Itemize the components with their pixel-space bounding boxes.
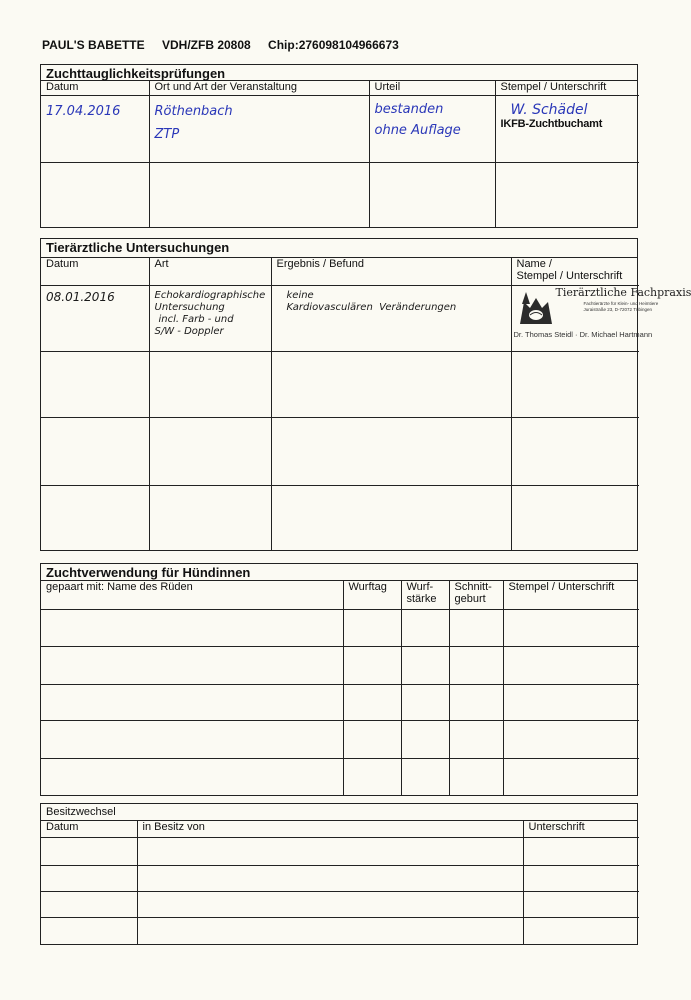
zucht-table <box>41 81 639 227</box>
col-header <box>511 258 639 285</box>
empty-cell[interactable] <box>41 758 343 795</box>
empty-cell[interactable] <box>343 646 401 684</box>
col-header-line1: Schnitt- <box>454 581 492 593</box>
section-title: Tierärztliche Untersuchungen <box>41 239 637 258</box>
empty-cell[interactable] <box>41 917 137 944</box>
empty-cell[interactable] <box>41 865 137 891</box>
table-row <box>41 684 639 720</box>
empty-cell[interactable] <box>149 351 271 417</box>
handwritten-date: 08.01.2016 <box>46 289 115 304</box>
empty-cell[interactable] <box>401 646 449 684</box>
zuchtverwendung-section <box>40 563 638 796</box>
empty-cell[interactable] <box>149 417 271 485</box>
table-row <box>41 865 639 891</box>
col-header: Ort und Art der Veranstaltung <box>149 81 369 95</box>
besitz-table <box>41 821 639 944</box>
empty-cell[interactable] <box>343 720 401 758</box>
empty-cell[interactable] <box>343 684 401 720</box>
col-header: Wurftag <box>343 581 401 609</box>
chip-number: Chip:276098104966673 <box>268 38 399 52</box>
empty-cell[interactable] <box>343 609 401 646</box>
empty-cell[interactable] <box>523 917 639 944</box>
col-header: Urteil <box>369 81 495 95</box>
practice-doctors: Dr. Thomas Steidl · Dr. Michael Hartmann <box>513 329 653 339</box>
empty-cell[interactable] <box>401 720 449 758</box>
empty-cell[interactable] <box>449 720 503 758</box>
col-header: gepaart mit: Name des Rüden <box>41 581 343 609</box>
table-row <box>41 891 639 917</box>
zuchtbuchamt-stamp: IKFB-Zuchtbuchamt <box>500 117 603 130</box>
section-title: Besitzwechsel <box>41 804 637 821</box>
ergebnis-cell[interactable] <box>271 285 511 351</box>
empty-cell[interactable] <box>149 485 271 550</box>
table-row <box>41 162 639 227</box>
handwritten-result: Kardiovasculären Veränderungen <box>286 301 457 313</box>
empty-cell[interactable] <box>523 865 639 891</box>
dog-name: PAUL'S BABETTE <box>42 38 145 52</box>
handwritten-art-line: S/W - Doppler <box>154 325 224 337</box>
tieraerztliche-section <box>40 238 691 551</box>
empty-cell[interactable] <box>449 758 503 795</box>
col-header: Datum <box>41 258 149 285</box>
zuchttauglichkeit-section <box>40 64 638 228</box>
practice-address <box>584 301 659 313</box>
col-header: in Besitz von <box>137 821 523 837</box>
col-header: Datum <box>41 821 137 837</box>
art-cell[interactable] <box>149 285 271 351</box>
empty-cell[interactable] <box>137 865 523 891</box>
col-header-line1: Name / <box>516 258 552 270</box>
table-row <box>41 917 639 944</box>
section-title: Zuchtverwendung für Hündinnen <box>41 564 637 581</box>
empty-cell[interactable] <box>503 758 639 795</box>
empty-cell[interactable] <box>449 684 503 720</box>
empty-cell[interactable] <box>401 758 449 795</box>
empty-cell[interactable] <box>449 609 503 646</box>
vet-table <box>41 258 691 550</box>
col-header-line2: stärke <box>406 593 437 605</box>
handwritten-result: keine <box>286 289 314 301</box>
table-header-row <box>41 81 639 95</box>
col-header: Stempel / Unterschrift <box>503 581 639 609</box>
empty-cell[interactable] <box>523 837 639 865</box>
empty-cell[interactable] <box>137 891 523 917</box>
empty-cell[interactable] <box>503 646 639 684</box>
handwritten-art-line: incl. Farb - und <box>158 313 234 325</box>
empty-cell[interactable] <box>41 162 149 227</box>
empty-cell[interactable] <box>41 351 149 417</box>
datum-cell[interactable] <box>41 285 149 351</box>
table-row <box>41 609 639 646</box>
empty-cell[interactable] <box>523 891 639 917</box>
empty-cell[interactable] <box>149 162 369 227</box>
handwritten-place: Röthenbach <box>154 103 233 119</box>
datum-cell[interactable] <box>41 95 149 162</box>
vet-practice-stamp <box>513 285 691 348</box>
signature: W. Schädel <box>510 101 588 118</box>
col-header <box>449 581 503 609</box>
col-header: Ergebnis / Befund <box>271 258 511 285</box>
cat-dog-logo-icon <box>516 288 556 326</box>
handwritten-event: ZTP <box>154 126 180 142</box>
empty-cell[interactable] <box>41 609 343 646</box>
empty-cell[interactable] <box>41 646 343 684</box>
urteil-cell[interactable] <box>369 95 495 162</box>
practice-street: Juraistraße 23, D-72072 Tübingen <box>583 306 652 312</box>
table-header-row <box>41 821 639 837</box>
empty-cell[interactable] <box>41 720 343 758</box>
table-row <box>41 720 639 758</box>
empty-cell[interactable] <box>495 162 639 227</box>
empty-cell[interactable] <box>511 485 639 550</box>
empty-cell[interactable] <box>41 417 149 485</box>
table-row <box>41 485 639 550</box>
registration-number: VDH/ZFB 20808 <box>161 38 251 52</box>
practice-name: Tierärztliche Fachpraxis <box>555 285 691 299</box>
col-header: Unterschrift <box>523 821 639 837</box>
empty-cell[interactable] <box>401 684 449 720</box>
practice-specialty: Fachtierärzte für Klein- und Heimtiere <box>583 300 659 306</box>
empty-cell[interactable] <box>41 684 343 720</box>
ort-cell[interactable] <box>149 95 369 162</box>
empty-cell[interactable] <box>511 351 639 417</box>
handwritten-result: bestanden <box>374 101 444 117</box>
table-row <box>41 646 639 684</box>
empty-cell[interactable] <box>503 609 639 646</box>
empty-cell[interactable] <box>343 758 401 795</box>
besitzwechsel-section <box>40 803 638 945</box>
empty-cell[interactable] <box>271 351 511 417</box>
empty-cell[interactable] <box>503 720 639 758</box>
empty-cell[interactable] <box>511 417 639 485</box>
huendin-table <box>41 581 639 795</box>
stempel-cell[interactable] <box>495 95 639 162</box>
handwritten-art-line: Untersuchung <box>154 301 225 313</box>
empty-cell[interactable] <box>41 485 149 550</box>
handwritten-date: 17.04.2016 <box>46 103 121 119</box>
table-row <box>41 417 639 485</box>
table-header-row <box>41 258 639 285</box>
empty-cell[interactable] <box>41 837 137 865</box>
col-header: Stempel / Unterschrift <box>495 81 639 95</box>
handwritten-condition: ohne Auflage <box>374 122 461 138</box>
empty-cell[interactable] <box>369 162 495 227</box>
empty-cell[interactable] <box>401 609 449 646</box>
empty-cell[interactable] <box>449 646 503 684</box>
stempel-cell[interactable] <box>511 285 691 351</box>
empty-cell[interactable] <box>137 837 523 865</box>
col-header-line2: Stempel / Unterschrift <box>516 270 623 282</box>
col-header: Datum <box>41 81 149 95</box>
col-header-line2: geburt <box>454 593 486 605</box>
document-header <box>42 38 413 52</box>
table-row <box>41 351 639 417</box>
col-header-line1: Wurf- <box>406 581 434 593</box>
section-title: Zuchttauglichkeitsprüfungen <box>41 65 637 81</box>
table-row <box>41 758 639 795</box>
empty-cell[interactable] <box>137 917 523 944</box>
handwritten-art-line: Echokardiographische <box>154 289 266 301</box>
table-header-row <box>41 581 639 609</box>
empty-cell[interactable] <box>271 417 511 485</box>
empty-cell[interactable] <box>41 891 137 917</box>
table-row <box>41 285 639 351</box>
col-header <box>401 581 449 609</box>
empty-cell[interactable] <box>503 684 639 720</box>
empty-cell[interactable] <box>271 485 511 550</box>
col-header: Art <box>149 258 271 285</box>
table-row <box>41 95 639 162</box>
table-row <box>41 837 639 865</box>
